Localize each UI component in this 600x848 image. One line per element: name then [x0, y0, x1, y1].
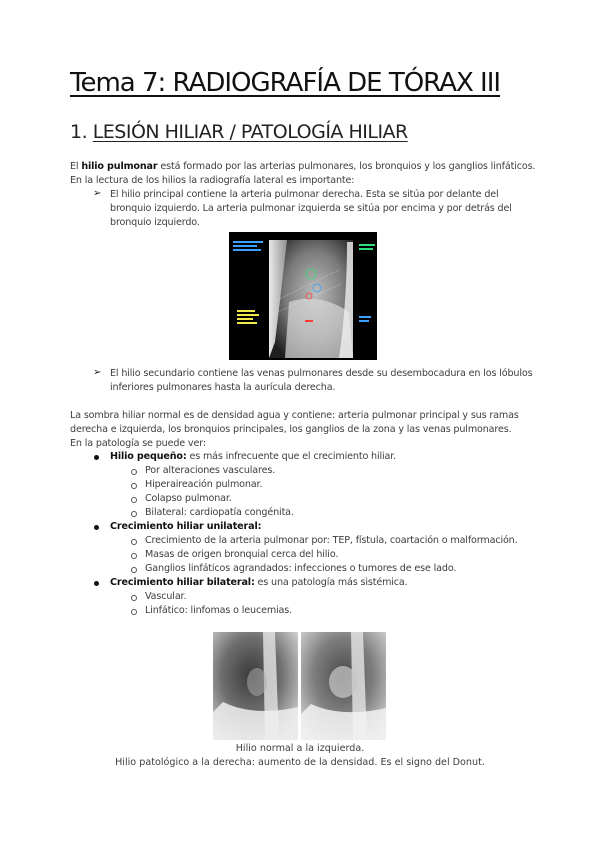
bullet-1-sub-1: Por alteraciones vasculares.	[145, 465, 276, 476]
figure-caption-line-2: Hilio patológico a la derecha: aumento de la densidad. Es el signo del Donut.	[115, 757, 485, 768]
bullet-3-sub-2: Linfático: linfomas o leucemias.	[145, 605, 293, 616]
arrow-item-2-line-2: inferiores pulmonares hasta la aurícula derecha.	[110, 382, 336, 393]
arrow-item-1-line-2: bronquio izquierdo. La arteria pulmonar izquierda se sitúa por encima y por detrás del	[110, 203, 512, 214]
sub-bullet-circle-icon	[131, 511, 137, 517]
sub-bullet-circle-icon	[131, 595, 137, 601]
bullet-2-text	[110, 520, 261, 534]
xray-pair-svg	[213, 632, 386, 740]
bullet-dot-icon	[94, 525, 99, 530]
lateral-chest-xray-image	[229, 232, 377, 360]
page-title: Tema 7: RADIOGRAFÍA DE TÓRAX III	[70, 68, 501, 98]
arrow-item-2-line-1: El hilio secundario contiene las venas pulmonares desde su desembocadura en los lóbulos	[110, 368, 533, 379]
bullet-3-sub-1: Vascular.	[145, 591, 187, 602]
sub-bullet-circle-icon	[131, 539, 137, 545]
sub-bullet-circle-icon	[131, 483, 137, 489]
bullet-2-bold: Crecimiento hiliar unilateral:	[110, 521, 262, 532]
arrow-bullet-icon: ➢	[93, 367, 102, 378]
sub-bullet-circle-icon	[131, 567, 137, 573]
sub-bullet-circle-icon	[131, 469, 137, 475]
bullet-2-sub-1: Crecimiento de la arteria pulmonar por: TEP, fístula, coartación o malformación.	[145, 535, 518, 546]
figure-caption-line-1: Hilio normal a la izquierda.	[235, 743, 365, 754]
bullet-1-text	[110, 450, 396, 464]
sub-bullet-circle-icon	[131, 609, 137, 615]
arrow-item-1-line-3: bronquio izquierdo.	[110, 217, 200, 228]
bullet-dot-icon	[94, 455, 99, 460]
bullet-1-bold: Hilio pequeño:	[110, 451, 187, 462]
bullet-2-sub-2: Masas de origen bronquial cerca del hilio.	[145, 549, 339, 560]
bullet-3-text	[110, 576, 408, 590]
bullet-1-sub-4: Bilateral: cardiopatía congénita.	[145, 507, 294, 518]
paragraph-2-line-1: La sombra hiliar normal es de densidad agua y contiene: arteria pulmonar principal y sus ramas	[70, 410, 519, 421]
intro-bold-term: hilio pulmonar	[81, 161, 158, 172]
sub-bullet-circle-icon	[131, 497, 137, 503]
sub-bullet-circle-icon	[131, 553, 137, 559]
arrow-item-1-line-1: El hilio principal contiene la arteria pulmonar derecha. Esta se sitúa por delante del	[110, 189, 499, 200]
bullet-dot-icon	[94, 581, 99, 586]
intro-line-2: En la lectura de los hilios la radiografía lateral es importante:	[70, 175, 355, 186]
section-heading	[70, 121, 408, 143]
paragraph-2-line-2: derecha e izquierda, los bronquios principales, los ganglios de la zona y las venas pulmonares.	[70, 424, 512, 435]
section-title: LESIÓN HILIAR / PATOLOGÍA HILIAR	[92, 121, 408, 143]
bullet-1-sub-2: Hiperaireación pulmonar.	[145, 479, 263, 490]
bullet-1-rest: es más infrecuente que el crecimiento hiliar.	[186, 451, 397, 462]
bullet-1-sub-3: Colapso pulmonar.	[145, 493, 232, 504]
intro-suffix: está formado por las arterias pulmonares, los bronquios y los ganglios linfáticos.	[157, 161, 536, 172]
paragraph-2-line-3: En la patología se puede ver:	[70, 438, 206, 449]
comparison-chest-xray-image	[213, 632, 386, 740]
bullet-3-bold: Crecimiento hiliar bilateral:	[110, 577, 255, 588]
intro-prefix: El	[70, 161, 82, 172]
section-number: 1.	[70, 121, 88, 143]
intro-line-1	[70, 160, 535, 174]
arrow-bullet-icon: ➢	[93, 188, 102, 199]
bullet-3-rest: es una patología más sistémica.	[254, 577, 408, 588]
bullet-2-sub-3: Ganglios linfáticos agrandados: infecciones o tumores de ese lado.	[145, 563, 457, 574]
xray-svg	[229, 232, 377, 360]
